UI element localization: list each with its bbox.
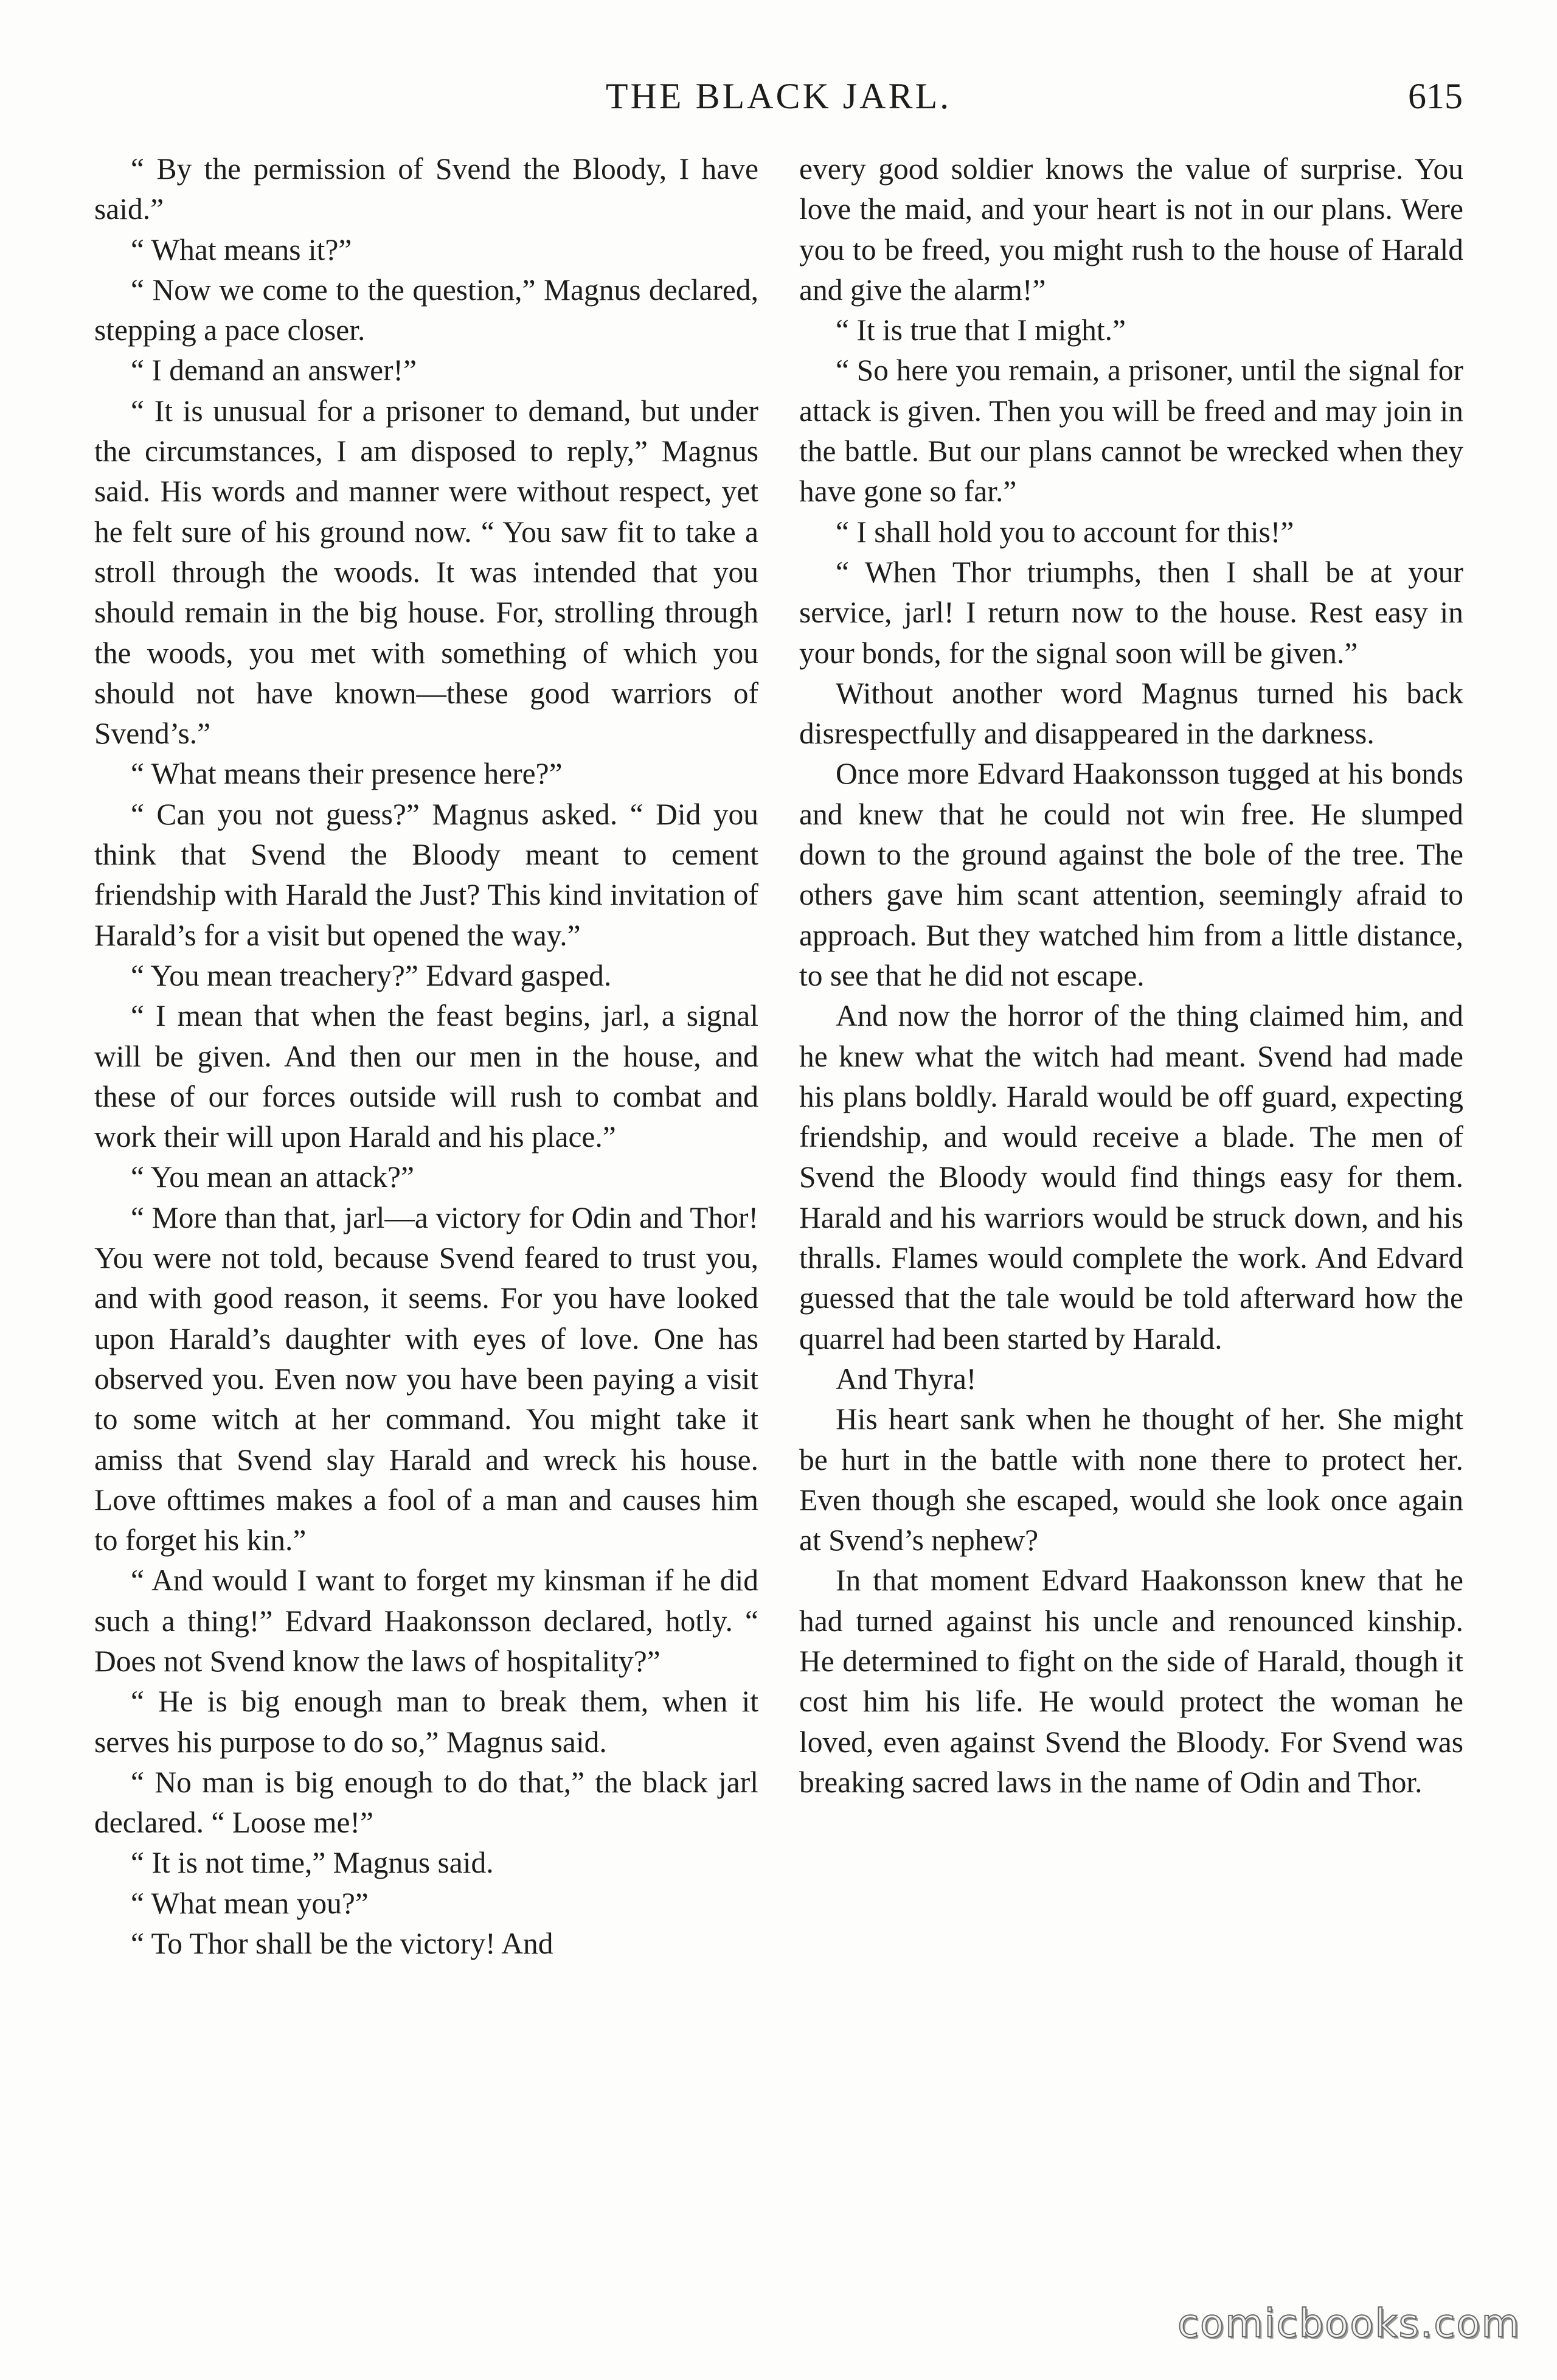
paragraph: Once more Edvard Haakonsson tugged at his bonds and knew that he could not win free. He slumped down to the ground against the bole of the tree. The others gave him scant attention, seemingly afraid to approach. But they watched him from a little distance, to see that he did not escape. xyxy=(799,757,1463,992)
paragraph: “ By the permission of Svend the Bloody, I have said.” xyxy=(94,152,758,226)
paragraph: And Thyra! xyxy=(836,1362,977,1396)
paragraph: “ He is big enough man to break them, when it serves his purpose to do so,” Magnus said. xyxy=(94,1685,758,1759)
paragraph: “ I demand an answer!” xyxy=(131,353,417,388)
paragraph: “ What means it?” xyxy=(131,232,352,266)
right-column xyxy=(799,149,1463,1803)
paragraph: “ So here you remain, a prisoner, until the signal for attack is given. Then you will be freed and may join in the battle. But our plans cannot be wrecked when they have gone so far.” xyxy=(799,353,1463,509)
paragraph: And now the horror of the thing claimed him, and he knew what the witch had meant. Svend had made his plans boldly. Harald would be off guard, expecting friendship, and would receive a blade. The men of Svend the Bloody would find things easy for them. Harald and his warriors would be struck down, and his thralls. Flames would complete the work. And Edvard guessed that the tale would be told afterward how the quarrel had been started by Harald. xyxy=(799,999,1463,1355)
paragraph: “ Now we come to the question,” Magnus declared, stepping a pace closer. xyxy=(94,273,758,347)
paragraph: Without another word Magnus turned his back disrespectfully and disappeared in the darkness. xyxy=(799,676,1463,751)
running-title: THE BLACK JARL. xyxy=(605,76,952,116)
paragraph: “ I shall hold you to account for this!” xyxy=(836,515,1294,549)
paragraph: “ No man is big enough to do that,” the black jarl declared. “ Loose me!” xyxy=(94,1765,758,1840)
paragraph: “ It is not time,” Magnus said. xyxy=(131,1846,494,1880)
paragraph-continued: every good soldier knows the value of surprise. You love the maid, and your heart is not in our plans. Were you to be freed, you might rush to the house of Harald and give the alarm!” xyxy=(799,152,1463,307)
page-number: 615 xyxy=(1408,76,1463,116)
paragraph: “ It is unusual for a prisoner to demand, but under the circumstances, I am disposed to reply,” Magnus said. His words and manner were without respect, yet he felt sure of his ground now. “ You saw fit to take a stroll through the woods. It was intended that you should remain in the big house. For, strolling through the woods, you met with something of which you should not have known—these good warriors of Svend’s.” xyxy=(94,394,758,751)
paragraph: “ To Thor shall be the victory! And xyxy=(131,1927,553,1961)
paragraph: “ What mean you?” xyxy=(131,1886,369,1920)
paragraph: “ You mean an attack?” xyxy=(131,1160,414,1194)
paragraph: “ I mean that when the feast begins, jarl, a signal will be given. And then our men in the house, and these of our forces outside will rush to combat and work their will upon Harald and his place.” xyxy=(94,999,758,1154)
paragraph: “ You mean treachery?” Edvard gasped. xyxy=(131,958,612,992)
paragraph: “ More than that, jarl—a victory for Odin and Thor! You were not told, because Svend feared to trust you, and with good reason, it seems. For you have looked upon Harald’s daughter with eyes of love. One has observed you. Even now you have been paying a visit to some witch at her command. You might take it amiss that Svend slay Harald and wreck his house. Love ofttimes makes a fool of a man and causes him to forget his kin.” xyxy=(94,1200,758,1557)
paragraph: “ It is true that I might.” xyxy=(836,313,1126,347)
left-column xyxy=(94,149,758,1964)
watermark-logo: comicbooks.com xyxy=(1177,2302,1521,2347)
paragraph: In that moment Edvard Haakonsson knew that he had turned against his uncle and renounced kinship. He determined to fight on the side of Harald, though it cost him his life. He would protect the woman he loved, even against Svend the Bloody. For Svend was breaking sacred laws in the name of Odin and Thor. xyxy=(799,1564,1463,1799)
paragraph: His heart sank when he thought of her. She might be hurt in the battle with none there to protect her. Even though she escaped, would she look once again at Svend’s nephew? xyxy=(799,1402,1463,1557)
paragraph: “ And would I want to forget my kinsman if he did such a thing!” Edvard Haakonsson declared, hotly. “ Does not Svend know the laws of hospitality?” xyxy=(94,1564,758,1678)
paragraph: “ What means their presence here?” xyxy=(131,757,563,791)
page-header xyxy=(94,72,1463,120)
paragraph: “ When Thor triumphs, then I shall be at your service, jarl! I return now to the house. Rest easy in your bonds, for the signal soon will be given.” xyxy=(799,555,1463,670)
paragraph: “ Can you not guess?” Magnus asked. “ Did you think that Svend the Bloody meant to cement friendship with Harald the Just? This kind invitation of Harald’s for a visit but opened the way.” xyxy=(94,797,758,952)
